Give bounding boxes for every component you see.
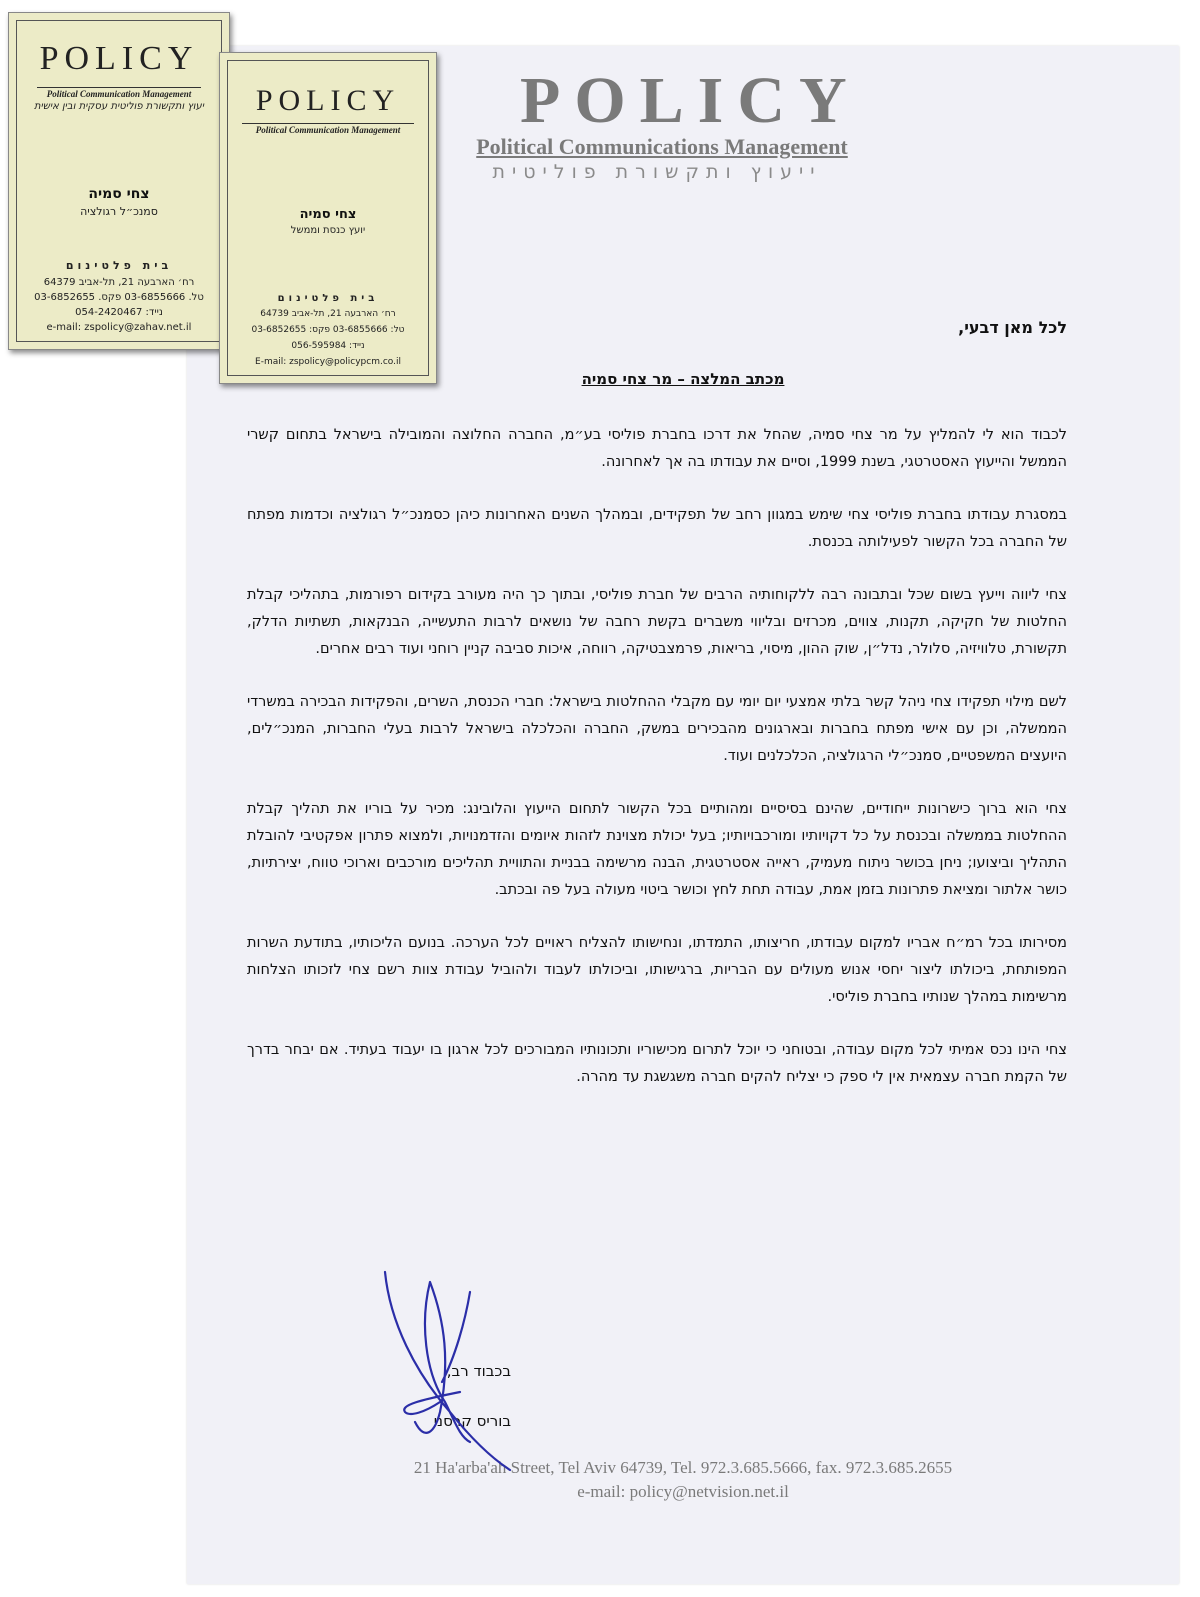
letter-paragraph-5: צחי הוא ברוך כישרונות ייחודיים, שהינם בסיסיים ומהותיים בכל הקשור לתחום הייעוץ והלובינג: מכיר על בוריו את תהליך קבלת ההחלטות בממשלה ובכנסת על כל דקויותיו ומורכבויותיו; בעל יכולת מצוינת לזהות איומים והזדמנויות, ולמצוא פתרון אפקטיבי להובלת התהליך וביצועו; ניחן בכושר ניתוח מעמיק, ראייה אסטרטגית, הבנה מרשימה בבניית והתוויית תהליכים מורכבים וארוכי טווח, יצירתיות, כושר אלתור ומציאת פתרונות בזמן אמת, עבודה תחת לחץ וכושר ביטוי מעולה בעל פה ובכתב. (247, 801, 1067, 898)
business-card-1 (8, 12, 230, 350)
card-1-email: e-mail: zspolicy@zahav.net.il (46, 322, 192, 333)
card-1-phone-fax: טל. 03-6855666 פקס. 03-6852655 (34, 292, 204, 303)
business-card-2 (219, 52, 437, 384)
card-2-frame (227, 60, 429, 376)
card-1-name: צחי סמיה (88, 186, 150, 202)
card-1-mobile: נייד: 054-2420467 (75, 307, 163, 318)
card-2-role: יועץ כנסת וממשל (290, 225, 366, 236)
card-1-role: סמנכ״ל רגולציה (80, 205, 158, 218)
letter-paragraph-3: צחי ליווה וייעץ בשום שכל ובתבונה רבה ללקוחותיה הרבים של חברת פוליסי, ובתוך כך היה מעורב בקידום רפורמות, בתהליכי קבלת החלטות של חקיקה, תקנות, צווים, מכרזים ובליווי משברים בקשת רחבה של נושאים לרבות התעשייה, הבנקאות, תשתיות הדלק, תקשורת, טלוויזיה, סלולר, נדל״ן, שוק ההון, מיסוי, בריאות, פרמצבטיקה, רווחה, איכות סביבה קניין רוחני ועוד רבים אחרים. (247, 587, 1067, 657)
letterhead-hebrew-subtitle: ייעוץ ותקשורת פוליטית (492, 161, 822, 183)
card-1-address: רח׳ הארבעה 21, תל-אביב 64379 (43, 277, 195, 288)
letter-closing: בכבוד רב, (446, 1362, 511, 1380)
card-1-logo: POLICY (39, 40, 199, 77)
card-2-logo: POLICY (255, 84, 401, 117)
letter-paragraph-4: לשם מילוי תפקידו צחי ניהל קשר בלתי אמצעי יום יומי עם מקבלי ההחלטות בישראל: חברי הכנסת, השרים, והפקידות הבכירה במשרדי הממשלה, וכן עם אישי מפתח בחברות ובארגונים מהבכירים במשק, החברה והכלכלה בישראל לרבות בעלי החברות, המנכ״לים, היועצים המשפטיים, סמנכ״לי הרגולציה, הכלכלנים ועוד. (247, 694, 1067, 764)
footer-address: 21 Ha'arba'ah Street, Tel Aviv 64739, Tel. 972.3.685.5666, fax. 972.3.685.2655 (413, 1458, 953, 1477)
card-2-address: רח׳ הארבעה 21, תל-אביב 64739 (260, 309, 396, 319)
footer-email: e-mail: policy@netvision.net.il (577, 1482, 789, 1501)
card-1-building: בית פלטינום (65, 259, 173, 272)
card-2-mobile: נייד: 056-595984 (291, 341, 365, 351)
letter-footer (187, 1456, 1179, 1504)
letterhead-logo: POLICY (520, 64, 861, 137)
card-2-tagline: Political Communication Management (242, 123, 414, 136)
letter-paragraph-1: לכבוד הוא לי להמליץ על מר צחי סמיה, שהחל את דרכו בחברת פוליסי בע״מ, החברה החלוצה והמובילה בישראל בתחום קשרי הממשל והייעוץ האסטרטגי, בשנת 1999, וסיים את עבודתו בה אך לאחרונה. (247, 427, 1067, 470)
letter-salutation: לכל מאן דבעי, (958, 318, 1067, 337)
letter-body (247, 422, 1067, 1117)
card-2-building: בית פלטינום (277, 293, 379, 304)
letter-paragraph-2: במסגרת עבודתו בחברת פוליסי צחי שימש במגוון רחב של תפקידים, ובמהלך השנים האחרונות כיהן כסמנכ״ל רגולציה וכדמות מפתח של החברה בכל הקשור לפעילותה בכנסת. (247, 507, 1067, 550)
letter-signer: בוריס קרסני (433, 1412, 511, 1430)
card-2-name: צחי סמיה (299, 207, 357, 222)
signature (370, 1262, 540, 1477)
letterhead-subtitle: Political Communications Management (476, 134, 848, 159)
card-1-tagline: Political Communication Management (37, 87, 201, 100)
card-2-phone-fax: טל: 03-6855666 פקס: 03-6852655 (251, 325, 405, 335)
card-2-email: E-mail: zspolicy@policypcm.co.il (255, 357, 401, 367)
letter-paragraph-6: מסירותו בכל רמ״ח אבריו למקום עבודתו, חריצותו, התמדתו, ונחישותו להצליח ראויים לכל הערכה. בנועם הליכותיו, בתודעת השרות המפותחת, ביכולתו ליצור יחסי אנוש מעולים עם הבריות, ברגישותו, וביכולתו לעבוד ולהוביל עבודת צוות רשם צחי לזכותו הצלחות מרשימות במהלך שנותיו בחברת פוליסי. (247, 935, 1067, 1005)
letter-subject: מכתב המלצה – מר צחי סמיה (581, 370, 785, 388)
card-1-frame (16, 20, 222, 342)
card-1-hebrew-tagline: יעוץ ותקשורת פוליטית עסקית ובין אישית (33, 101, 205, 112)
letter-paragraph-7: צחי הינו נכס אמיתי לכל מקום עבודה, ובטוחני כי יוכל לתרום מכישוריו ותכונותיו המבורכים לכל ארגון בו יעבוד בעתיד. אם יבחר בדרך של הקמת חברה עצמאית אין לי ספק כי יצליח להקים חברה משגשגת עד מהרה. (247, 1042, 1067, 1085)
